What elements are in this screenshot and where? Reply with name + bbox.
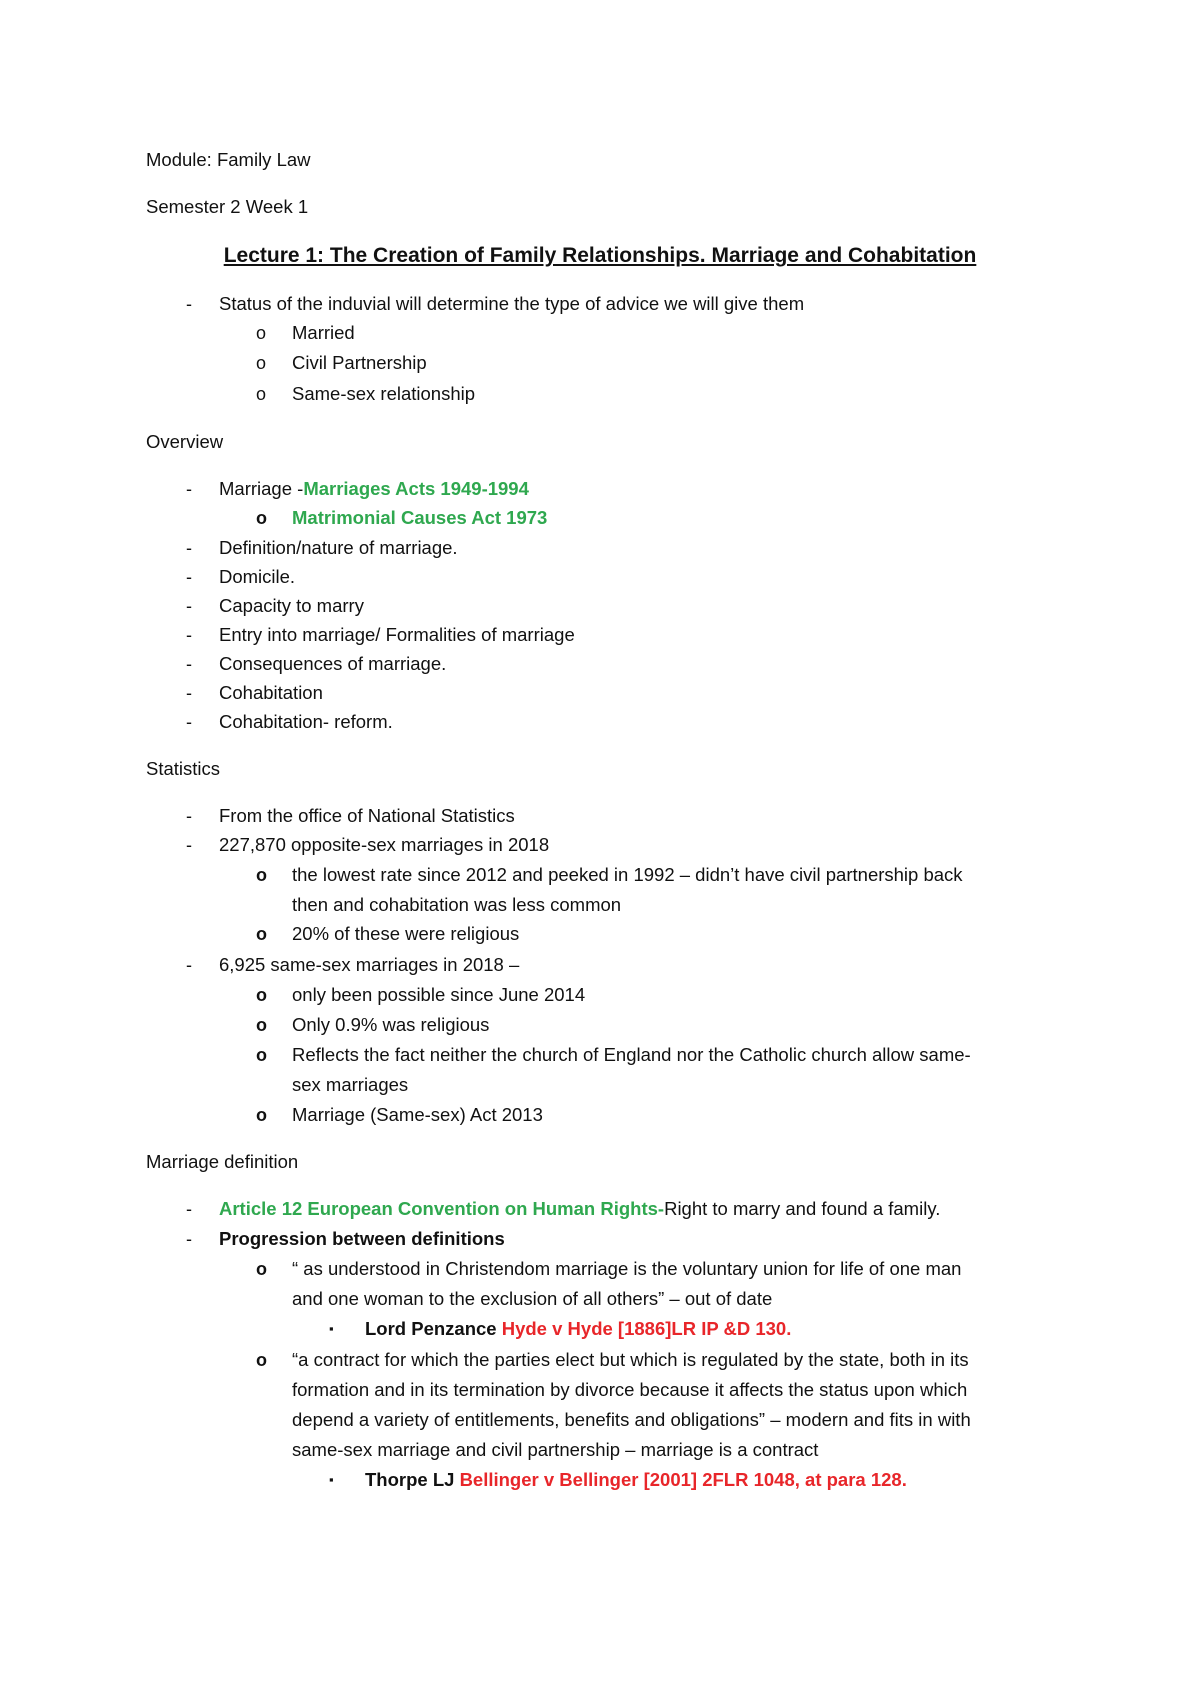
dash-bullet: - xyxy=(186,1199,192,1219)
dash-bullet: - xyxy=(186,712,192,732)
list-item: Only 0.9% was religious xyxy=(292,1014,490,1035)
case-reference: Bellinger v Bellinger [2001] 2FLR 1048, at para 128. xyxy=(459,1469,907,1490)
list-item: Reflects the fact neither the church of England nor the Catholic church allow same- xyxy=(292,1044,971,1065)
matrimonial-causes-statute: Matrimonial Causes Act 1973 xyxy=(292,507,548,528)
circle-bullet: o xyxy=(256,384,267,404)
circle-bullet: o xyxy=(256,1105,267,1125)
circle-bullet: o xyxy=(256,1015,267,1035)
overview-marriage-item xyxy=(219,477,529,501)
quote-text: formation and in its termination by divorce because it affects the status upon which xyxy=(292,1379,968,1400)
quote-text: and one woman to the exclusion of all others” – out of date xyxy=(292,1288,773,1309)
list-item: Cohabitation xyxy=(219,682,323,703)
circle-bullet: o xyxy=(256,323,267,343)
quote-text: depend a variety of entitlements, benefits and obligations” – modern and fits in with xyxy=(292,1409,971,1430)
list-item: only been possible since June 2014 xyxy=(292,984,586,1005)
list-item: the lowest rate since 2012 and peeked in 1992 – didn’t have civil partnership back xyxy=(292,864,963,885)
dash-bullet: - xyxy=(186,683,192,703)
marriage-prefix: Marriage - xyxy=(219,478,304,499)
page-title: Lecture 1: The Creation of Family Relationships. Marriage and Cohabitation xyxy=(223,244,977,267)
list-item: 20% of these were religious xyxy=(292,923,520,944)
intro-line: Status of the induvial will determine the type of advice we will give them xyxy=(219,293,805,314)
list-item: Consequences of marriage. xyxy=(219,653,447,674)
list-item: Marriage (Same-sex) Act 2013 xyxy=(292,1104,543,1125)
list-item-continuation: then and cohabitation was less common xyxy=(292,894,622,915)
dash-bullet: - xyxy=(186,806,192,826)
dash-bullet: - xyxy=(186,596,192,616)
dash-bullet: - xyxy=(186,835,192,855)
quote-text: “ as understood in Christendom marriage is the voluntary union for life of one man xyxy=(292,1258,962,1279)
list-item: 227,870 opposite-sex marriages in 2018 xyxy=(219,834,550,855)
dash-bullet: - xyxy=(186,1229,192,1249)
dash-bullet: - xyxy=(186,538,192,558)
list-item: Capacity to marry xyxy=(219,595,364,616)
dash-bullet: - xyxy=(186,625,192,645)
list-item-continuation: sex marriages xyxy=(292,1074,409,1095)
circle-bullet: o xyxy=(256,1259,267,1279)
list-item: From the office of National Statistics xyxy=(219,805,515,826)
section-heading-definition: Marriage definition xyxy=(146,1151,299,1172)
dash-bullet: - xyxy=(186,479,192,499)
dash-bullet: - xyxy=(186,294,192,314)
circle-bullet: o xyxy=(256,1350,267,1370)
dash-bullet: - xyxy=(186,654,192,674)
marriages-acts-statute: Marriages Acts 1949-1994 xyxy=(303,478,529,499)
echr-description: Right to marry and found a family. xyxy=(664,1198,941,1219)
dash-bullet: - xyxy=(186,567,192,587)
circle-bullet: o xyxy=(256,865,267,885)
module-line: Module: Family Law xyxy=(146,149,311,170)
circle-bullet: o xyxy=(256,985,267,1005)
case-reference: Hyde v Hyde [1886]LR IP &D 130. xyxy=(501,1318,792,1339)
circle-bullet: o xyxy=(256,1045,267,1065)
square-bullet: ▪ xyxy=(329,1472,334,1487)
list-item: Definition/nature of marriage. xyxy=(219,537,458,558)
list-item: Domicile. xyxy=(219,566,296,587)
quote-text: “a contract for which the parties elect but which is regulated by the state, both in its xyxy=(292,1349,969,1370)
semester-line: Semester 2 Week 1 xyxy=(146,196,309,217)
circle-bullet: o xyxy=(256,924,267,944)
list-item: Civil Partnership xyxy=(292,352,427,373)
judge-name: Lord Penzance xyxy=(365,1318,502,1339)
circle-bullet: o xyxy=(256,508,267,528)
dash-bullet: - xyxy=(186,955,192,975)
judge-name: Thorpe LJ xyxy=(365,1469,460,1490)
section-heading-statistics: Statistics xyxy=(146,758,221,779)
circle-bullet: o xyxy=(256,353,267,373)
progression-heading: Progression between definitions xyxy=(219,1228,505,1249)
list-item: Same-sex relationship xyxy=(292,383,476,404)
case-citation xyxy=(365,1468,907,1492)
case-citation xyxy=(365,1317,791,1341)
list-item: Married xyxy=(292,322,355,343)
list-item: Entry into marriage/ Formalities of marriage xyxy=(219,624,575,645)
quote-text: same-sex marriage and civil partnership – marriage is a contract xyxy=(292,1439,819,1460)
section-heading-overview: Overview xyxy=(146,431,224,452)
square-bullet: ▪ xyxy=(329,1321,334,1336)
list-item: 6,925 same-sex marriages in 2018 – xyxy=(219,954,520,975)
echr-article: Article 12 European Convention on Human Rights- xyxy=(219,1198,665,1219)
echr-item xyxy=(219,1197,940,1221)
list-item: Cohabitation- reform. xyxy=(219,711,393,732)
